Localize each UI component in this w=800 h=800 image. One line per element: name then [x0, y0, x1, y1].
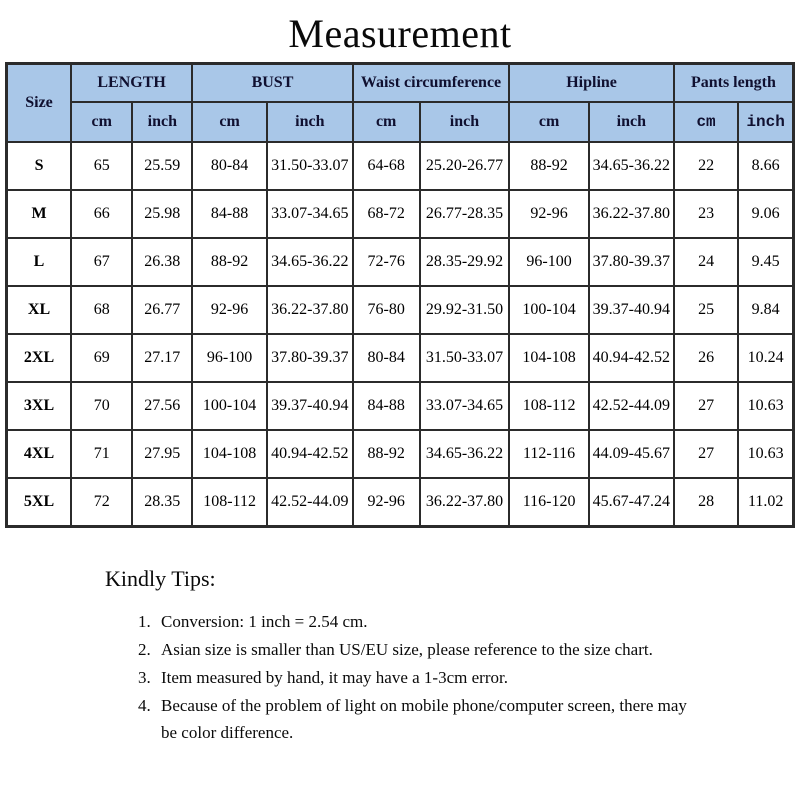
value-cell-pants-inch: 11.02: [738, 478, 793, 527]
value-cell-bust-cm: 104-108: [192, 430, 267, 478]
value-cell-waist-inch: 25.20-26.77: [420, 142, 510, 190]
value-cell-bust-inch: 31.50-33.07: [267, 142, 353, 190]
size-cell: 3XL: [7, 382, 72, 430]
value-cell-bust-cm: 108-112: [192, 478, 267, 527]
value-cell-length-inch: 25.98: [132, 190, 192, 238]
value-cell-pants-inch: 10.63: [738, 430, 793, 478]
unit-header-length-cm: cm: [71, 102, 132, 142]
value-cell-pants-cm: 22: [674, 142, 739, 190]
value-cell-hipline-inch: 39.37-40.94: [589, 286, 674, 334]
unit-header-pants-cm: cm: [674, 102, 739, 142]
unit-header-waist-inch: inch: [420, 102, 510, 142]
value-cell-pants-cm: 23: [674, 190, 739, 238]
value-cell-bust-inch: 39.37-40.94: [267, 382, 353, 430]
value-cell-waist-cm: 92-96: [353, 478, 420, 527]
value-cell-hipline-inch: 36.22-37.80: [589, 190, 674, 238]
value-cell-length-inch: 28.35: [132, 478, 192, 527]
value-cell-length-inch: 27.56: [132, 382, 192, 430]
value-cell-waist-cm: 72-76: [353, 238, 420, 286]
value-cell-waist-inch: 31.50-33.07: [420, 334, 510, 382]
value-cell-pants-inch: 10.24: [738, 334, 793, 382]
value-cell-bust-cm: 88-92: [192, 238, 267, 286]
unit-header-hipline-cm: cm: [509, 102, 588, 142]
value-cell-pants-inch: 10.63: [738, 382, 793, 430]
col-header-pants-length: Pants length: [674, 64, 794, 103]
value-cell-waist-inch: 34.65-36.22: [420, 430, 510, 478]
value-cell-length-inch: 26.38: [132, 238, 192, 286]
tip-item: 4. Because of the problem of light on mobile phone/computer screen, there may be color difference.: [155, 692, 700, 746]
value-cell-waist-cm: 64-68: [353, 142, 420, 190]
value-cell-pants-cm: 27: [674, 382, 739, 430]
unit-header-waist-cm: cm: [353, 102, 420, 142]
value-cell-bust-cm: 100-104: [192, 382, 267, 430]
col-header-bust: BUST: [192, 64, 353, 103]
value-cell-bust-inch: 37.80-39.37: [267, 334, 353, 382]
value-cell-waist-inch: 26.77-28.35: [420, 190, 510, 238]
header-group-row: [7, 64, 794, 103]
size-chart-table: [5, 62, 795, 528]
unit-header-bust-inch: inch: [267, 102, 353, 142]
value-cell-length-cm: 67: [71, 238, 132, 286]
table-header: [7, 64, 794, 143]
value-cell-length-cm: 65: [71, 142, 132, 190]
value-cell-waist-cm: 80-84: [353, 334, 420, 382]
value-cell-hipline-cm: 108-112: [509, 382, 588, 430]
value-cell-pants-cm: 25: [674, 286, 739, 334]
value-cell-waist-cm: 68-72: [353, 190, 420, 238]
col-header-waist: Waist circumference: [353, 64, 510, 103]
value-cell-hipline-inch: 45.67-47.24: [589, 478, 674, 527]
tip-item: 2. Asian size is smaller than US/EU size, please reference to the size chart.: [155, 636, 700, 663]
value-cell-length-cm: 66: [71, 190, 132, 238]
unit-header-bust-cm: cm: [192, 102, 267, 142]
value-cell-bust-inch: 34.65-36.22: [267, 238, 353, 286]
unit-header-length-inch: inch: [132, 102, 192, 142]
value-cell-pants-cm: 26: [674, 334, 739, 382]
table-row: [7, 286, 794, 334]
value-cell-hipline-inch: 42.52-44.09: [589, 382, 674, 430]
value-cell-bust-cm: 84-88: [192, 190, 267, 238]
value-cell-hipline-cm: 88-92: [509, 142, 588, 190]
value-cell-hipline-inch: 40.94-42.52: [589, 334, 674, 382]
value-cell-bust-cm: 96-100: [192, 334, 267, 382]
tip-item: 3. Item measured by hand, it may have a 1-3cm error.: [155, 664, 700, 691]
value-cell-bust-inch: 36.22-37.80: [267, 286, 353, 334]
value-cell-hipline-cm: 116-120: [509, 478, 588, 527]
value-cell-length-inch: 27.17: [132, 334, 192, 382]
unit-header-pants-inch: inch: [738, 102, 793, 142]
table-row: [7, 382, 794, 430]
size-cell: L: [7, 238, 72, 286]
table-row: [7, 142, 794, 190]
value-cell-pants-inch: 9.45: [738, 238, 793, 286]
size-cell: 2XL: [7, 334, 72, 382]
value-cell-bust-cm: 92-96: [192, 286, 267, 334]
value-cell-waist-cm: 76-80: [353, 286, 420, 334]
value-cell-pants-inch: 9.06: [738, 190, 793, 238]
page-title: Measurement: [288, 11, 512, 56]
value-cell-pants-inch: 9.84: [738, 286, 793, 334]
unit-header-hipline-inch: inch: [589, 102, 674, 142]
value-cell-hipline-cm: 100-104: [509, 286, 588, 334]
table-row: [7, 334, 794, 382]
table-row: [7, 478, 794, 527]
kindly-tips-section: [105, 566, 685, 746]
value-cell-bust-inch: 33.07-34.65: [267, 190, 353, 238]
value-cell-hipline-cm: 96-100: [509, 238, 588, 286]
value-cell-length-cm: 69: [71, 334, 132, 382]
value-cell-hipline-cm: 92-96: [509, 190, 588, 238]
size-cell: XL: [7, 286, 72, 334]
value-cell-waist-inch: 36.22-37.80: [420, 478, 510, 527]
value-cell-bust-inch: 42.52-44.09: [267, 478, 353, 527]
value-cell-length-cm: 70: [71, 382, 132, 430]
table-row: [7, 190, 794, 238]
value-cell-waist-cm: 88-92: [353, 430, 420, 478]
size-cell: 4XL: [7, 430, 72, 478]
value-cell-length-cm: 71: [71, 430, 132, 478]
value-cell-bust-cm: 80-84: [192, 142, 267, 190]
size-table-body: [7, 142, 794, 527]
value-cell-waist-cm: 84-88: [353, 382, 420, 430]
table-row: [7, 238, 794, 286]
tips-heading: Kindly Tips:: [105, 566, 216, 591]
value-cell-hipline-inch: 44.09-45.67: [589, 430, 674, 478]
value-cell-hipline-inch: 34.65-36.22: [589, 142, 674, 190]
header-unit-row: [7, 102, 794, 142]
size-cell: S: [7, 142, 72, 190]
size-cell: 5XL: [7, 478, 72, 527]
value-cell-waist-inch: 28.35-29.92: [420, 238, 510, 286]
value-cell-pants-inch: 8.66: [738, 142, 793, 190]
tip-item: 1. Conversion: 1 inch = 2.54 cm.: [155, 608, 700, 635]
value-cell-length-inch: 27.95: [132, 430, 192, 478]
value-cell-length-cm: 68: [71, 286, 132, 334]
value-cell-pants-cm: 27: [674, 430, 739, 478]
value-cell-waist-inch: 33.07-34.65: [420, 382, 510, 430]
value-cell-length-inch: 26.77: [132, 286, 192, 334]
value-cell-waist-inch: 29.92-31.50: [420, 286, 510, 334]
value-cell-hipline-cm: 104-108: [509, 334, 588, 382]
value-cell-length-inch: 25.59: [132, 142, 192, 190]
value-cell-hipline-cm: 112-116: [509, 430, 588, 478]
col-header-hipline: Hipline: [509, 64, 673, 103]
value-cell-pants-cm: 28: [674, 478, 739, 527]
col-header-size: Size: [7, 64, 72, 143]
tips-list: [105, 608, 700, 746]
value-cell-hipline-inch: 37.80-39.37: [589, 238, 674, 286]
col-header-length: LENGTH: [71, 64, 192, 103]
value-cell-length-cm: 72: [71, 478, 132, 527]
value-cell-pants-cm: 24: [674, 238, 739, 286]
table-row: [7, 430, 794, 478]
size-cell: M: [7, 190, 72, 238]
value-cell-bust-inch: 40.94-42.52: [267, 430, 353, 478]
